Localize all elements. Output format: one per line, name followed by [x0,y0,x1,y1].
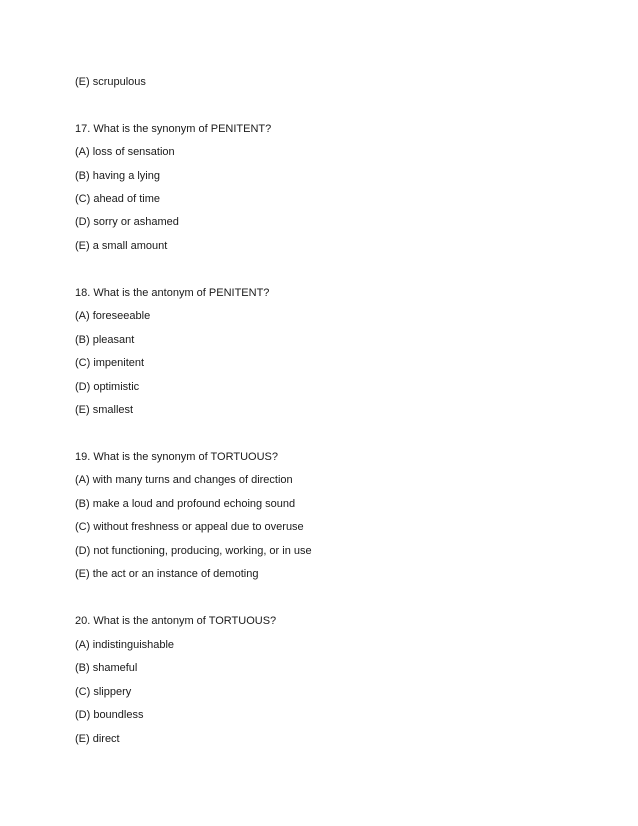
answer-option: (A) with many turns and changes of direction [75,474,293,486]
answer-option: (C) ahead of time [75,193,160,205]
answer-option: (E) direct [75,733,120,745]
question-prompt: 17. What is the synonym of PENITENT? [75,123,272,135]
answer-option: (D) optimistic [75,381,140,393]
answer-option: (D) not functioning, producing, working, or in use [75,545,312,557]
question-prompt: 19. What is the synonym of TORTUOUS? [75,451,278,463]
answer-option: (C) without freshness or appeal due to overuse [75,521,304,533]
question-prompt: 18. What is the antonym of PENITENT? [75,287,270,299]
answer-option: (B) having a lying [75,170,160,182]
answer-option: (A) indistinguishable [75,639,175,651]
leading-option: (E) scrupulous [75,76,146,88]
answer-option: (E) the act or an instance of demoting [75,568,259,580]
answer-option: (D) sorry or ashamed [75,216,179,228]
answer-option: (B) pleasant [75,334,135,346]
answer-option: (B) make a loud and profound echoing sound [75,498,296,510]
answer-option: (E) smallest [75,404,134,416]
answer-option: (A) loss of sensation [75,146,175,158]
answer-option: (C) impenitent [75,357,145,369]
answer-option: (C) slippery [75,686,132,698]
question-prompt: 20. What is the antonym of TORTUOUS? [75,615,277,627]
answer-option: (B) shameful [75,662,138,674]
answer-option: (E) a small amount [75,240,168,252]
answer-option: (A) foreseeable [75,310,151,322]
answer-option: (D) boundless [75,709,144,721]
